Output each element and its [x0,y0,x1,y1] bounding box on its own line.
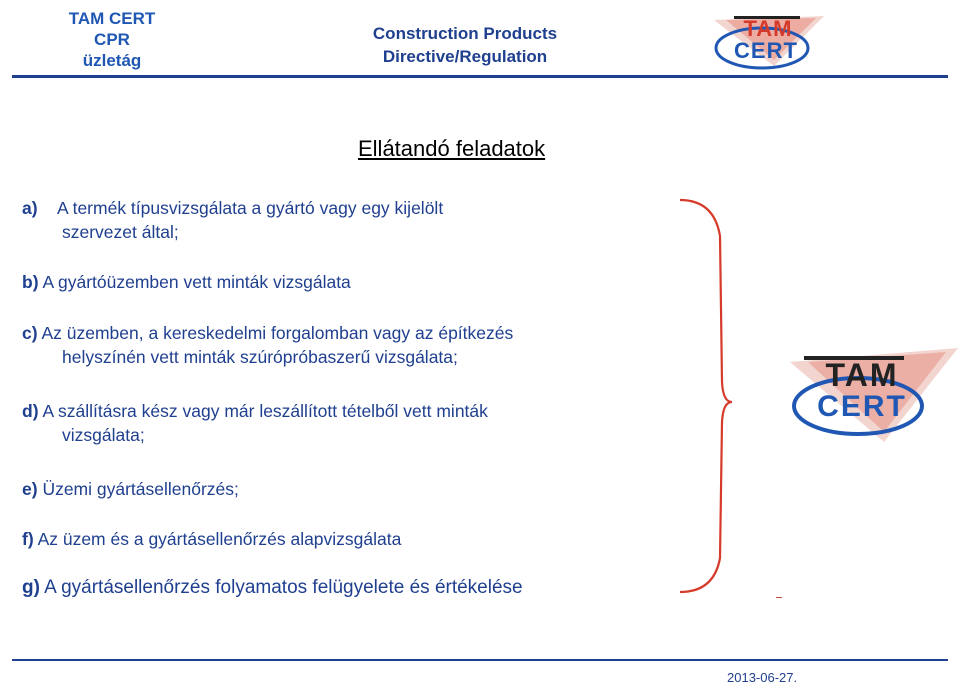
dash-mark [776,597,782,598]
header-title [330,22,600,68]
list-text: A gyártóüzemben vett minták vizsgálata [42,272,351,292]
header-org-line: üzletág [82,51,142,70]
footer-divider [12,659,948,661]
header-divider [12,75,948,78]
list-item [22,270,351,294]
list-text: szervezet által; [62,222,179,242]
list-item [22,576,523,600]
list-text: Az üzem és a gyártásellenőrzés alapvizsgálata [37,529,402,549]
list-marker: g) [22,577,40,598]
list-text: helyszínén vett minták szúrópróbaszerű vizsgálata; [62,347,458,367]
list-marker: a) [22,198,38,218]
list-marker: d) [22,401,39,421]
header-org-line: TAM CERT [68,9,156,28]
list-item [22,477,239,501]
tamcert-logo-large [786,344,960,444]
list-item [22,527,401,551]
page-title: Ellátandó feladatok [358,136,546,161]
logo-tam-text: TAM [743,16,793,41]
list-text: A gyártásellenőrzés folyamatos felügyelete és értékelése [44,577,523,598]
header-org-line: CPR [94,30,130,49]
list-text: vizsgálata; [62,425,145,445]
list-marker: e) [22,479,38,499]
list-item [22,399,488,447]
list-marker: c) [22,323,38,343]
list-marker: b) [22,272,39,292]
list-text: Üzemi gyártásellenőrzés; [42,479,239,499]
logo-tam-text: TAM [825,357,899,393]
list-text: A termék típusvizsgálata a gyártó vagy egy kijelölt [57,198,444,218]
header-title-line: Construction Products [372,24,558,43]
list-text: A szállításra kész vagy már leszállított tételből vett minták [42,401,488,421]
footer-date: 2013-06-27. [727,670,798,685]
bracket-decoration [676,196,736,596]
logo-cert-text: CERT [817,390,907,423]
tamcert-logo-header [712,6,830,70]
header-title-line: Directive/Regulation [382,47,548,66]
list-item [22,321,513,369]
header-org [38,8,186,71]
list-item [22,196,443,244]
list-marker: f) [22,529,34,549]
logo-cert-text: CERT [734,38,798,63]
list-text: Az üzemben, a kereskedelmi forgalomban vagy az építkezés [41,323,514,343]
